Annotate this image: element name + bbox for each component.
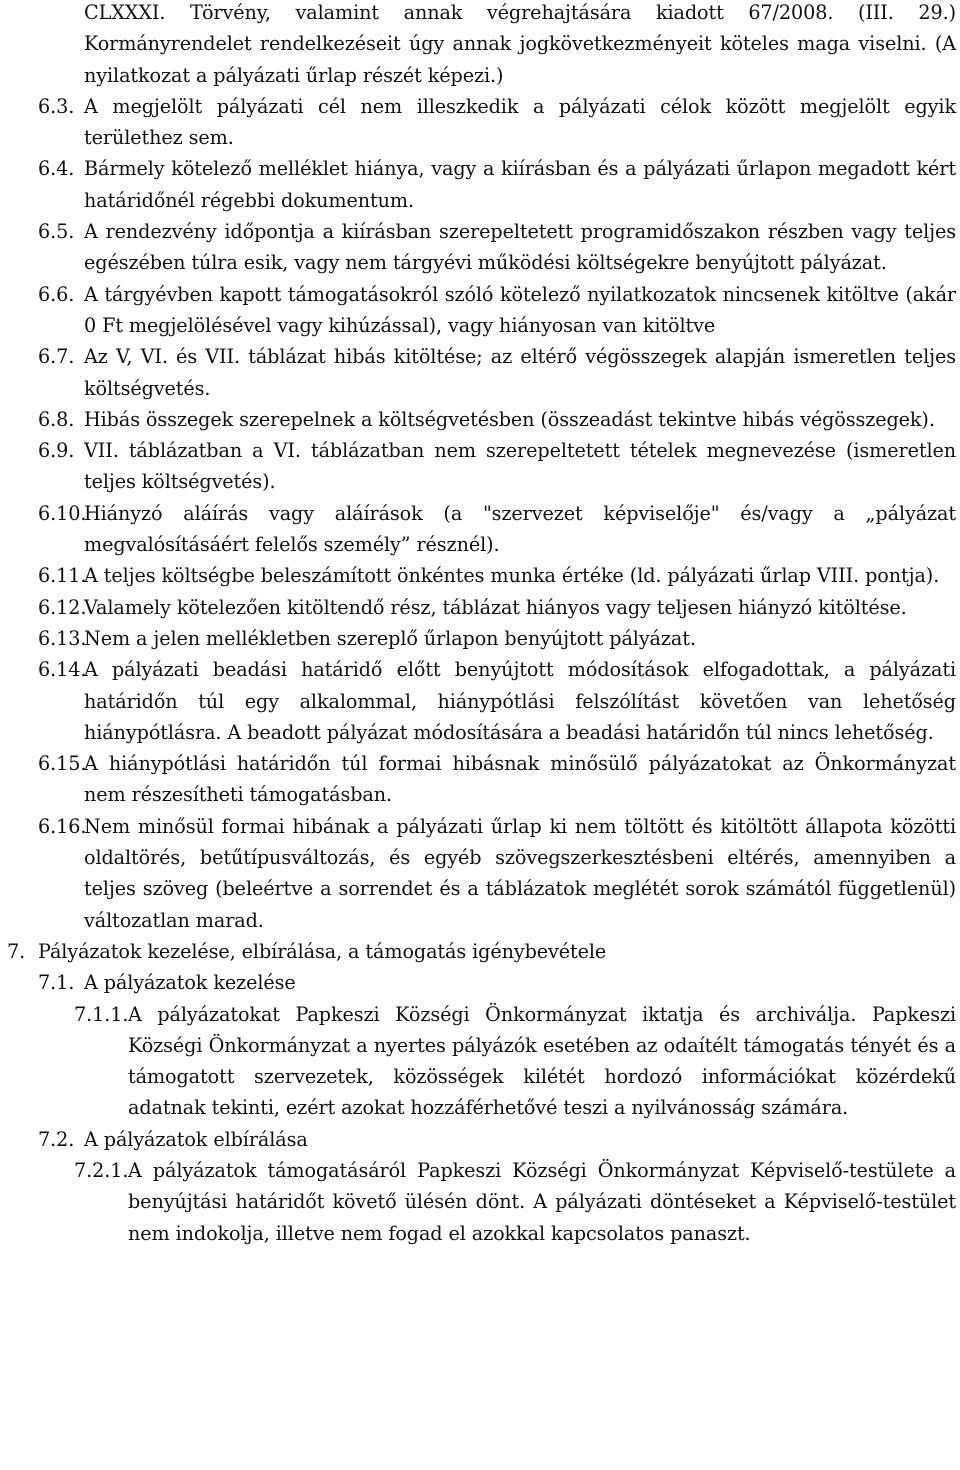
paragraph-text: A pályázatok támogatásáról Papkeszi Községi Önkormányzat Képviselő-testülete a benyújtási határidőt követő ülésén dönt. A pályázati döntéseket a Képviselő-testület nem indokolja, illetve nem fogad el azokkal kapcsolatos panaszt. [128, 1158, 956, 1245]
item-text: Az V, VI. és VII. táblázat hibás kitöltése; az eltérő végösszegek alapján ismeretlen teljes költségvetés. [84, 345, 956, 400]
paragraph-text: A pályázatokat Papkeszi Községi Önkormányzat iktatja és archiválja. Papkeszi Községi Önkormányzat a nyertes pályázók esetében az odaítélt támogatás tényét és a támogatott szervezetek, közösségek kilétét hordozó információkat közérdekű adatnak tekinti, ezért azokat hozzáférhetővé teszi a nyilvánosság számára. [128, 1002, 956, 1120]
list-item-6-6 [0, 279, 960, 342]
list-item-6-4 [0, 153, 960, 216]
item-text: VII. táblázatban a VI. táblázatban nem szerepeltetett tételek megnevezése (ismeretlen teljes költségvetés). [84, 439, 956, 494]
list-item-6-15 [0, 748, 960, 811]
item-number: 6.5. [38, 220, 75, 244]
item-text: Hiányzó aláírás vagy aláírások (a "szervezet képviselője" és/vagy a „pályázat megvalósításáért felelős személy” résznél). [84, 501, 956, 557]
list-item-6-7 [0, 341, 960, 404]
list-item-6-9 [0, 435, 960, 498]
item-text: A rendezvény időpontja a kiírásban szerepeltetett programidőszakon részben vagy teljes egészében túlra esik, vagy nem tárgyévi működési költségekre benyújtott pályázat. [84, 220, 956, 275]
item-number: 6.11. [38, 564, 87, 588]
intro-paragraph [0, 0, 960, 91]
item-number: 6.16. [38, 814, 87, 838]
item-text: A tárgyévben kapott támogatásokról szóló kötelező nyilatkozatok nincsenek kitöltve (akár 0 Ft megjelölésével vagy kihúzással), vagy hiányosan van kitöltve [84, 282, 956, 337]
item-text: Hibás összegek szerepelnek a költségvetésben (összeadást tekintve hibás végösszegek). [84, 407, 935, 431]
item-text: A megjelölt pályázati cél nem illeszkedik a pályázati célok között megjelölt egyik területhez sem. [84, 94, 956, 150]
list-item-6-8 [0, 404, 960, 435]
item-number: 6.15. [38, 752, 87, 776]
item-number: 6.8. [38, 407, 75, 431]
item-number: 6.4. [38, 157, 75, 181]
item-number: 6.12. [38, 595, 87, 619]
item-text: Nem minősül formai hibának a pályázati űrlap ki nem töltött és kitöltött állapota közötti oldaltörés, betűtípusváltozás, és egyéb szövegszerkesztésbeni eltérés, amennyiben a teljes szöveg (beleértve a sorrendet és a táblázatok meglétét sorok számától függetlenül) változatlan marad. [84, 814, 956, 932]
list-item-6-12 [0, 592, 960, 623]
subsection-heading-7-1 [0, 967, 960, 998]
section-title: Pályázatok kezelése, elbírálása, a támogatás igénybevétele [38, 939, 607, 963]
item-text: Valamely kötelezően kitöltendő rész, táblázat hiányos vagy teljesen hiányzó kitöltése. [84, 595, 907, 619]
list-item-6-11 [0, 560, 960, 591]
paragraph-7-1-1 [0, 999, 960, 1124]
paragraph-number: 7.1.1. [74, 1002, 129, 1026]
item-number: 6.6. [38, 282, 75, 306]
paragraph-number: 7.2.1. [74, 1158, 129, 1182]
item-text: A pályázati beadási határidő előtt benyújtott módosítások elfogadottak, a pályázati határidőn túl egy alkalommal, hiánypótlási felszólítást követően van lehetőség hiánypótlásra. A beadott pályázat módosítására a beadási határidőn túl nincs lehetőség. [84, 658, 956, 744]
section-heading-7 [0, 936, 960, 967]
list-item-6-16 [0, 811, 960, 936]
item-number: 6.14. [38, 658, 87, 682]
item-text: Bármely kötelező melléklet hiánya, vagy a kiírásban és a pályázati űrlapon megadott kért határidőnél régebbi dokumentum. [84, 157, 956, 212]
list-item-6-5 [0, 216, 960, 279]
paragraph-7-2-1 [0, 1155, 960, 1249]
item-text: A teljes költségbe beleszámított önkéntes munka értéke (ld. pályázati űrlap VIII. pontja). [84, 564, 940, 588]
list-item-6-3 [0, 91, 960, 154]
subsection-number: 7.1. [38, 971, 75, 995]
subsection-title: A pályázatok elbírálása [84, 1127, 308, 1151]
list-item-6-10 [0, 498, 960, 561]
subsection-heading-7-2 [0, 1124, 960, 1155]
item-number: 6.13. [38, 626, 87, 650]
item-number: 6.9. [38, 439, 75, 463]
subsection-number: 7.2. [38, 1127, 75, 1151]
list-item-6-14 [0, 654, 960, 748]
item-number: 6.7. [38, 345, 75, 369]
list-item-6-13 [0, 623, 960, 654]
item-text: Nem a jelen mellékletben szereplő űrlapon benyújtott pályázat. [84, 626, 696, 650]
intro-text: CLXXXI. Törvény, valamint annak végrehajtására kiadott 67/2008. (III. 29.) Kormányrendelet rendelkezéseit úgy annak jogkövetkezményeit köteles maga viselni. (A nyilatkozat a pályázati űrlap részét képezi.) [84, 1, 956, 87]
section-number: 7. [7, 939, 26, 963]
item-number: 6.10. [38, 501, 87, 525]
subsection-title: A pályázatok kezelése [84, 971, 296, 995]
item-text: A hiánypótlási határidőn túl formai hibásnak minősülő pályázatokat az Önkormányzat nem részesítheti támogatásban. [84, 752, 956, 807]
item-number: 6.3. [38, 94, 75, 118]
